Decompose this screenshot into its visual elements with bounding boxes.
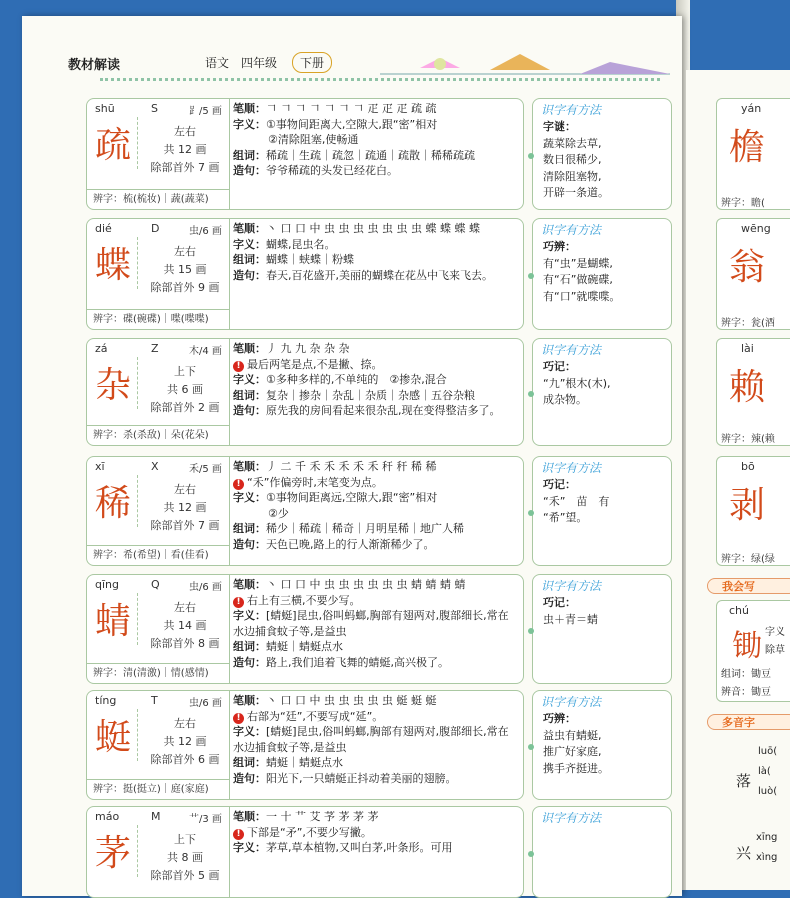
pinyin: máo [95,810,120,823]
index-letter: T [151,694,158,707]
structure: 左右 [174,483,196,496]
char-card [86,338,524,446]
character: 稀 [94,483,131,524]
card-details [233,341,519,419]
radical: ⻊/5 画 [189,106,222,117]
zaoju-row: 造句：爷爷稀疏的头发已经花白。 [233,164,398,178]
connector-dot [528,628,534,634]
method-line: 有“石”做碗碟, [543,273,613,287]
method-line: 蔬菜除去草, [543,136,602,150]
right-entry-yan [716,98,790,210]
char-info [87,457,230,565]
structure: 左右 [174,717,196,730]
bishun-row: 笔顺：丿 九 九 杂 杂 杂 [233,342,350,355]
bianzi: 辨字：绿(绿 [721,554,775,565]
pinyin: chú [729,604,749,617]
structure: 上下 [174,833,196,846]
radical: 虫/6 画 [189,698,222,709]
radical: 木/4 画 [189,346,222,357]
character: 杂 [94,365,131,406]
ziyi-label: 字义 [765,627,785,638]
method-card [532,218,672,330]
stroke-outer: 除部首外 7 画 [150,161,220,174]
bianzi: 辨字：辣(赖 [721,434,775,445]
ziyi: ①多种多样的,不单纯的 ②掺杂,混合 [266,373,447,387]
connector-dot [528,153,534,159]
bianzi: 辨字：梳(梳妆)｜蔬(蔬菜) [87,189,229,209]
zaoju-row: 造句：春天,百花盛开,美丽的蝴蝶在花丛中飞来飞去。 [233,268,493,282]
right-entry-bo [716,456,790,566]
warning-icon: ! [233,479,244,490]
ziyi: ①事物间距离大,空隙大,跟“密”相对 [266,117,438,131]
ziyi: 蝴蝶,昆虫名。 [266,237,336,251]
warning-row [233,475,519,491]
structure: 左右 [174,601,196,614]
connector-dot [528,851,534,857]
zuci-row: 组词：蜻蜓｜蜻蜓点水 [233,756,343,770]
char-card [86,98,524,210]
pinyin: lài [741,342,754,355]
char-card [86,456,524,566]
luo-reading-1: luō( [758,746,778,757]
radical: 虫/6 画 [189,226,222,237]
xing-reading-1: xīng [756,832,778,843]
zuci: 蜻蜓｜蜻蜓点水 [266,640,343,654]
index-letter: Q [151,578,160,591]
warning-icon: ! [233,713,244,724]
method-line: “禾” 苗 有 [543,494,610,508]
index-letter: Z [151,342,159,355]
ziyi-2: ②少 [268,506,289,520]
zuci: 稀少｜稀疏｜稀奇｜月明星稀｜地广人稀 [266,522,464,536]
zaoju: 阳光下,一只蜻蜓正抖动着美丽的翅膀。 [266,771,457,785]
volume-badge: 下册 [292,52,332,73]
char-card [86,806,524,898]
method-label: 巧辨： [543,712,576,725]
structure: 上下 [174,365,196,378]
bishun: 𠃍 𠃍 𠃍 𠃍 𠃍 𠃍 𠃍 疋 疋 疋 疏 疏 [266,102,437,115]
ziyi-row: 字义：[蜻蜓]昆虫,俗叫蚂螂,胸部有翅两对,腹部细长,常在水边捕食蚊子等,是益虫 [233,725,509,754]
character: 赖 [728,367,765,408]
ziyi: 茅草,草本植物,又叫白茅,叶条形。可用 [266,841,453,855]
index-letter: S [151,102,158,115]
character: 蜻 [94,601,131,642]
structure: 左右 [174,125,196,138]
warning-icon: ! [233,361,244,372]
card-details [233,809,519,856]
char-info [87,575,230,683]
ziyi: [蜻蜓]昆虫,俗叫蚂螂,胸部有翅两对,腹部细长,常在水边捕食蚊子等,是益虫 [233,725,509,754]
stroke-total: 共 8 画 [167,851,203,864]
bishun-row: 笔顺：丶 口 口 中 虫 虫 虫 虫 虫 虫 虫 蝶 蝶 蝶 蝶 [233,222,480,235]
bishun-row: 笔顺：丶 口 口 中 虫 虫 虫 虫 虫 蜓 蜓 蜓 [233,694,437,707]
ziyi-row: 字义：①事物间距离远,空隙大,跟“密”相对 [233,491,438,505]
card-details [233,221,519,283]
bishun-row: 笔顺：丿 二 千 禾 禾 禾 禾 禾 秆 秆 稀 稀 [233,460,437,473]
header-illustration [380,44,670,80]
connector-dot [528,273,534,279]
method-label: 巧记： [543,360,576,373]
index-letter: X [151,460,159,473]
pinyin: tíng [95,694,117,707]
bishun: 丿 九 九 杂 杂 杂 [266,342,350,355]
stroke-outer: 除部首外 7 画 [150,519,220,532]
char-info [87,99,230,209]
zuci: 稀疏｜生疏｜疏忽｜疏通｜疏散｜稀稀疏疏 [266,148,475,162]
zaoju: 天色已晚,路上的行人渐渐稀少了。 [266,537,435,551]
pinyin: shū [95,102,115,115]
method-line: 携手齐挺进。 [543,761,609,775]
stroke-total: 共 6 画 [167,383,203,396]
pinyin: wēng [741,222,771,235]
stroke-total: 共 15 画 [163,263,207,276]
character: 蜓 [94,717,131,758]
method-line: 虫＋青＝蜻 [543,612,598,626]
bianzi: 辨字：碟(碗碟)｜喋(喋喋) [87,309,229,329]
zaoju-row: 造句：天色已晚,路上的行人渐渐稀少了。 [233,537,435,551]
stroke-outer: 除部首外 6 画 [150,753,220,766]
ziyi-row: 字义：蝴蝶,昆虫名。 [233,237,336,251]
banner-wohuixie: 我会写 [707,578,790,594]
method-card [532,574,672,684]
luo-reading-2: là( [758,766,771,777]
method-title: 识字有方法 [541,223,602,237]
pinyin: xī [95,460,105,473]
radical: 艹/3 画 [189,814,222,825]
pinyin: qīng [95,578,119,591]
char-info [87,807,230,897]
ziyi-row-2 [233,132,519,148]
ziyi-row-2 [233,506,519,522]
character: 蝶 [94,245,131,286]
bishun-row: 笔顺：一 十 艹 艾 芧 茅 茅 茅 [233,810,379,823]
radical: 虫/6 画 [189,582,222,593]
stroke-outer: 除部首外 2 画 [150,401,220,414]
card-details [233,693,519,787]
method-line: 有“口”就喋喋。 [543,289,621,303]
zuci: 蜻蜓｜蜻蜓点水 [266,756,343,770]
stroke-total: 共 12 画 [163,501,207,514]
bianzi: 辨字：挺(挺立)｜庭(家庭) [87,779,229,799]
bianzi: 辨字：瞻( [721,198,765,209]
warning-text: “禾”作偏旁时,末笔变为点。 [247,475,383,489]
character: 疏 [94,125,131,166]
ziyi-2: ②清除阻塞,使畅通 [268,133,359,147]
pinyin: yán [741,102,762,115]
card-details [233,577,519,671]
warning-row [233,357,519,373]
zuci-row: 组词：稀疏｜生疏｜疏忽｜疏通｜疏散｜稀稀疏疏 [233,148,475,162]
ziyi-row: 字义：①事物间距离大,空隙大,跟“密”相对 [233,117,438,131]
stroke-outer: 除部首外 9 画 [150,281,220,294]
zuci-row: 组词：蝴蝶｜蛱蝶｜粉蝶 [233,253,354,267]
bishun: 一 十 艹 艾 芧 茅 茅 茅 [266,810,379,823]
ziyi: ①事物间距离远,空隙大,跟“密”相对 [266,491,438,505]
ziyi-row: 字义：茅草,草本植物,又叫白茅,叶条形。可用 [233,841,453,855]
method-line: “希”望。 [543,511,588,525]
pinyin: dié [95,222,112,235]
bishun-row: 笔顺：丶 口 口 中 虫 虫 虫 虫 虫 虫 蜻 蜻 蜻 蜻 [233,578,466,591]
warning-row [233,825,519,841]
subject-grade: 语文 四年级 [205,56,278,70]
character: 剥 [728,485,765,526]
stroke-outer: 除部首外 5 画 [150,869,220,882]
stroke-total: 共 12 画 [163,143,207,156]
method-label: 巧记： [543,596,576,609]
connector-dot [528,391,534,397]
index-letter: D [151,222,160,235]
banner-duoyinzi: 多音字 [707,714,790,730]
method-line: “九”根木(木), [543,376,611,390]
xing-reading-2: xìng [756,852,778,863]
method-label: 巧辨： [543,240,576,253]
zaoju: 春天,百花盛开,美丽的蝴蝶在花丛中飞来飞去。 [266,268,493,282]
char-xing: 兴 [736,844,752,862]
method-title: 识字有方法 [541,811,602,825]
character: 锄 [732,629,762,664]
connector-dot [528,744,534,750]
warning-icon: ! [233,829,244,840]
chubu: 除草 [765,645,785,656]
bianyin: 辨音：锄豆 [721,687,771,698]
method-card [532,806,672,898]
ziyi-row: 字义：[蜻蜓]昆虫,俗叫蚂螂,胸部有翅两对,腹部细长,常在水边捕食蚊子等,是益虫 [233,609,509,638]
char-info [87,339,230,445]
ziyi: [蜻蜓]昆虫,俗叫蚂螂,胸部有翅两对,腹部细长,常在水边捕食蚊子等,是益虫 [233,609,509,638]
pinyin: zá [95,342,108,355]
method-title: 识字有方法 [541,579,602,593]
index-letter: M [151,810,161,823]
char-card [86,574,524,684]
character: 翁 [728,247,765,288]
radical: 禾/5 画 [189,464,222,475]
warning-text: 右部为“廷”,不要写成“延”。 [247,709,384,723]
bianzi: 辨字：希(希望)｜看(佳看) [87,545,229,565]
zuci-row: 组词：稀少｜稀疏｜稀奇｜月明星稀｜地广人稀 [233,522,464,536]
method-label: 字谜： [543,120,576,133]
char-info [87,219,230,329]
zaoju-row: 造句：阳光下,一只蜻蜓正抖动着美丽的翅膀。 [233,771,457,785]
zaoju: 原先我的房间看起来很杂乱,现在变得整洁多了。 [266,404,501,418]
stroke-outer: 除部首外 8 画 [150,637,220,650]
method-title: 识字有方法 [541,461,602,475]
zuci: 组词：锄豆 [721,669,771,680]
zuci-row: 组词：复杂｜掺杂｜杂乱｜杂质｜杂感｜五谷杂粮 [233,388,475,402]
method-line: 有“虫”是蝴蝶, [543,256,613,270]
bishun: 丿 二 千 禾 禾 禾 禾 禾 秆 秆 稀 稀 [266,460,437,473]
method-line: 开辟一条道。 [543,186,609,200]
method-title: 识字有方法 [541,695,602,709]
zaoju: 路上,我们追着飞舞的蜻蜓,高兴极了。 [266,655,449,669]
right-entry-lai [716,338,790,446]
warning-text: 最后两笔是点,不是撇、捺。 [247,357,383,371]
bishun: 丶 口 口 中 虫 虫 虫 虫 虫 蜓 蜓 蜓 [266,694,437,707]
zaoju-row: 造句：原先我的房间看起来很杂乱,现在变得整洁多了。 [233,404,501,418]
bishun: 丶 口 口 中 虫 虫 虫 虫 虫 虫 蜻 蜻 蜻 蜻 [266,578,466,591]
structure: 左右 [174,245,196,258]
connector-dot [528,510,534,516]
stroke-total: 共 12 画 [163,735,207,748]
bianzi: 辨字：清(清激)｜情(感情) [87,663,229,683]
bianzi: 辨字：杀(杀敌)｜朵(花朵) [87,425,229,445]
zaoju: 爷爷稀疏的头发已经花白。 [266,164,398,178]
ziyi-row: 字义：①多种多样的,不单纯的 ②掺杂,混合 [233,373,447,387]
method-title: 识字有方法 [541,103,602,117]
zaoju-row: 造句：路上,我们追着飞舞的蜻蜓,高兴极了。 [233,655,449,669]
method-label: 巧记： [543,478,576,491]
warning-row [233,709,519,725]
method-card [532,338,672,446]
right-entry-chu [716,600,790,702]
method-line: 成杂物。 [543,393,587,407]
warning-text: 右上有三横,不要少写。 [247,593,361,607]
zuci: 蝴蝶｜蛱蝶｜粉蝶 [266,253,354,267]
character: 茅 [94,833,131,874]
stroke-total: 共 14 画 [163,619,207,632]
method-line: 益虫有蜻蜓, [543,728,602,742]
card-details [233,101,519,179]
method-line: 清除阻塞物, [543,169,602,183]
character: 檐 [728,127,765,168]
right-entry-weng [716,218,790,330]
pinyin: bō [741,460,755,473]
method-card [532,456,672,566]
method-line: 数日很稀少, [543,153,602,167]
method-card [532,98,672,210]
method-title: 识字有方法 [541,343,602,357]
char-info [87,691,230,799]
warning-row [233,593,519,609]
warning-text: 下部是“矛”,不要少写撇。 [247,825,372,839]
card-details [233,459,519,553]
char-luo: 落 [736,772,752,790]
book-title: 教材解读 [68,58,121,73]
bianzi: 辨字：瓮(酒 [721,318,775,329]
luo-reading-3: luò( [758,786,778,797]
method-line: 推广好家庭, [543,745,602,759]
zuci: 复杂｜掺杂｜杂乱｜杂质｜杂感｜五谷杂粮 [266,388,475,402]
warning-icon: ! [233,597,244,608]
char-card [86,218,524,330]
bishun: 丶 口 口 中 虫 虫 虫 虫 虫 虫 虫 蝶 蝶 蝶 蝶 [266,222,480,235]
char-card [86,690,524,800]
bishun-row: 笔顺：𠃍 𠃍 𠃍 𠃍 𠃍 𠃍 𠃍 疋 疋 疋 疏 疏 [233,102,437,115]
zuci-row: 组词：蜻蜓｜蜻蜓点水 [233,640,343,654]
method-card [532,690,672,800]
